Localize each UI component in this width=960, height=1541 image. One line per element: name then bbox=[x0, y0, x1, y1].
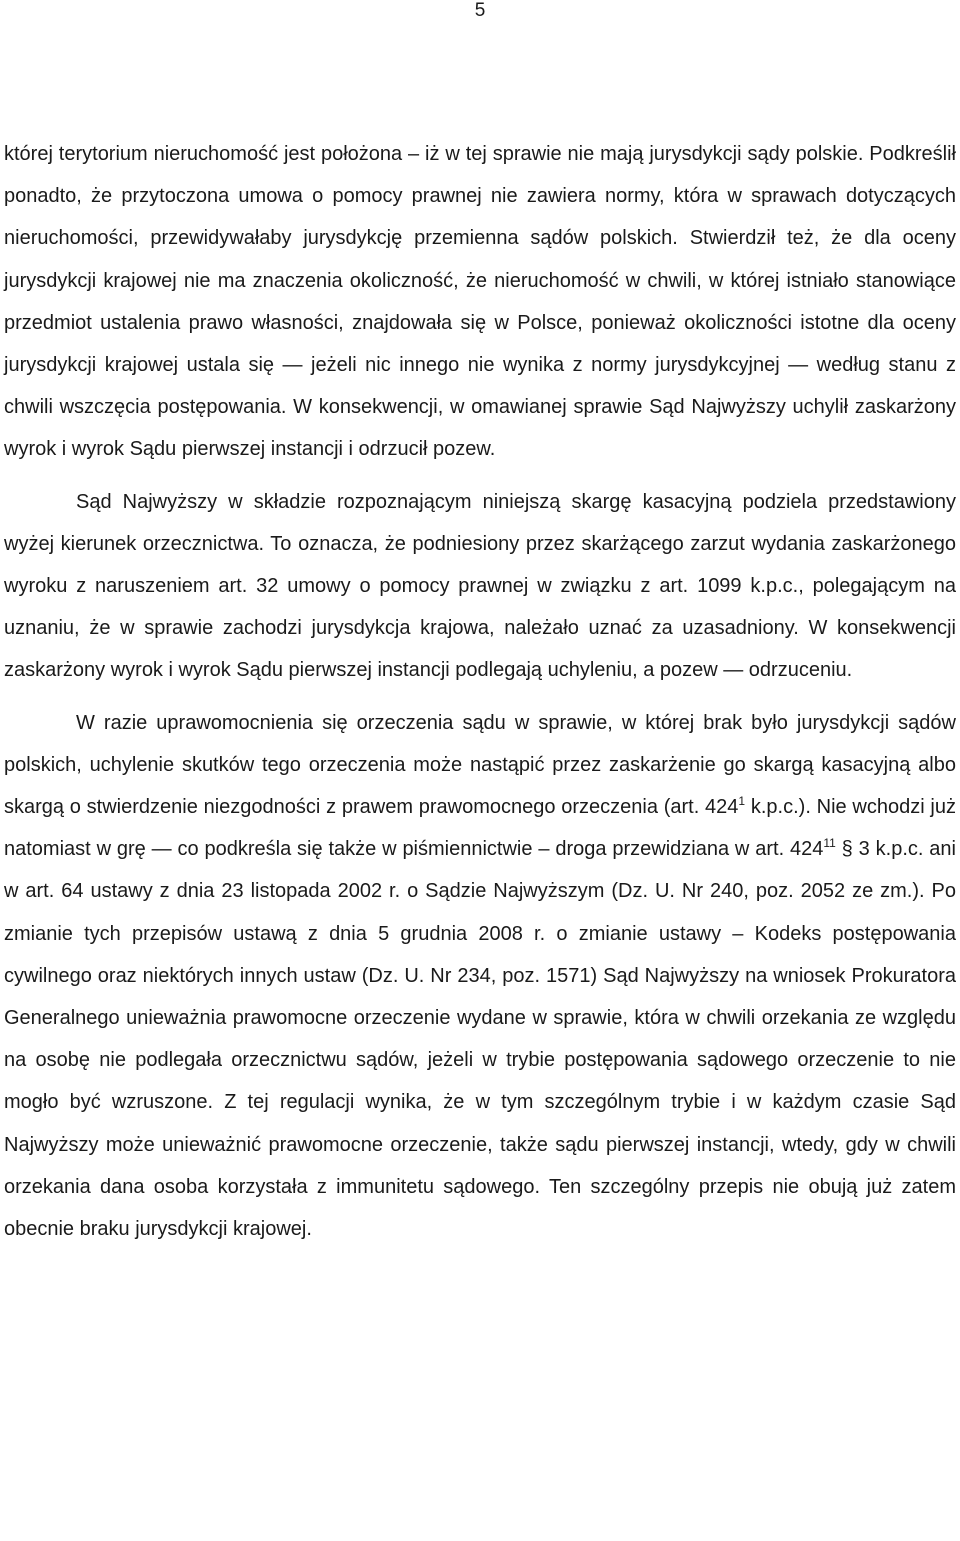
paragraph-2: Sąd Najwyższy w składzie rozpoznającym niniejszą skargę kasacyjną podziela przedstawiony wyżej kierunek orzecznictwa. To oznacza, że podniesiony przez skarżącego zarzut wydania zaskarżonego wyroku z naruszeniem art. 32 umowy o pomocy prawnej w związku z art. 1099 k.p.c., polegającym na uznaniu, że w sprawie zachodzi jurysdykcja krajowa, należało uznać za uzasadniony. W konsekwencji zaskarżony wyrok i wyrok Sądu pierwszej instancji podlegają uchyleniu, a pozew — odrzuceniu. bbox=[4, 490, 956, 682]
paragraph-3-part-a: W razie uprawomocnienia się orzeczenia sądu w sprawie, w której brak było jurysdykcji sądów polskich, uchylenie skutków tego orzeczenia może nastąpić przez zaskarżenie go skargą kasacyjną albo skargą o stwierdzenie niezgodności z prawem prawomocnego orzeczenia (art. 424 bbox=[4, 711, 956, 819]
paragraph-3-part-b: k.p.c.). Nie wchodzi już natomiast w grę — co podkreśla się także w piśmiennictwie – droga przewidziana w art. 424 bbox=[4, 796, 956, 861]
page-number: 5 bbox=[474, 0, 486, 21]
footnote-superscript: 1 bbox=[738, 794, 746, 809]
footnote-superscript: 11 bbox=[823, 836, 836, 851]
paragraph-3-part-c: § 3 k.p.c. ani w art. 64 ustawy z dnia 23 listopada 2002 r. o Sądzie Najwyższym (Dz. U. Nr 240, poz. 2052 ze zm.). Po zmianie tych przepisów ustawą z dnia 5 grudnia 2008 r. o zmianie ustawy – Kodeks postępowania cywilnego oraz niektórych innych ustaw (Dz. U. Nr 234, poz. 1571) Sąd Najwyższy na wniosek Prokuratora Generalnego unieważnia prawomocne orzeczenie wydane w sprawie, która w chwili orzekania ze względu na osobę nie podlegała orzecznictwu sądów, jeżeli w trybie postępowania sądowego orzeczenie to nie mogło być wzruszone. Z tej regulacji wynika, że w tym szczególnym trybie i w każdym czasie Sąd Najwyższy może unieważnić prawomocne orzeczenie, także sądu pierwszej instancji, wtedy, gdy w chwili orzekania dana osoba korzystała z immunitetu sądowego. Ten szczególny przepis nie obują już zatem obecnie braku jurysdykcji krajowej. bbox=[4, 838, 956, 1241]
paragraph-3 bbox=[4, 702, 956, 1251]
paragraph-1: której terytorium nieruchomość jest położona – iż w tej sprawie nie mają jurysdykcji sądy polskie. Podkreślił ponadto, że przytoczona umowa o pomocy prawnej nie zawiera normy, która w sprawach dotyczących nieruchomości, przewidywałaby jurysdykcję przemienna sądów polskich. Stwierdził też, że dla oceny jurysdykcji krajowej nie ma znaczenia okoliczność, że nieruchomość w chwili, w której istniało stanowiące przedmiot ustalenia prawo własności, znajdowała się w Polsce, ponieważ okoliczności istotne dla oceny jurysdykcji krajowej ustala się — jeżeli nic innego nie wynika z normy jurysdykcyjnej — według stanu z chwili wszczęcia postępowania. W konsekwencji, w omawianej sprawie Sąd Najwyższy uchylił zaskarżony wyrok i wyrok Sądu pierwszej instancji i odrzucił pozew. bbox=[4, 143, 956, 461]
document-body bbox=[4, 133, 956, 1250]
